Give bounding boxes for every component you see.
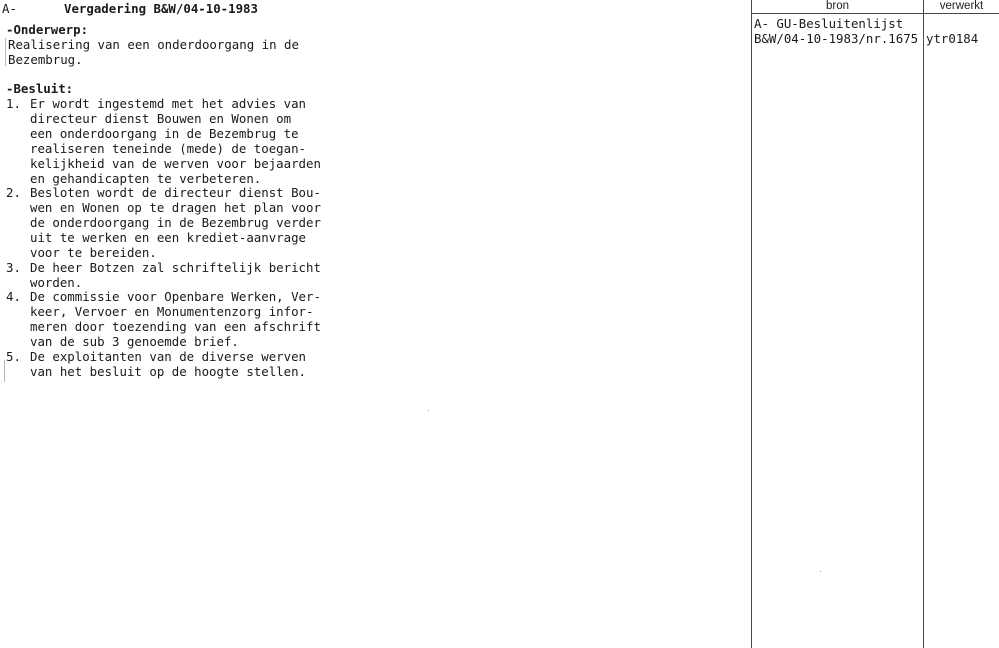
besluit-item-number: 1. <box>6 96 21 111</box>
besluit-item-line: en gehandicapten te verbeteren. <box>30 171 262 186</box>
besluit-item-line: Er wordt ingestemd met het advies van <box>30 96 307 111</box>
besluit-item-line: De heer Botzen zal schriftelijk bericht <box>30 260 321 275</box>
verwerkt-value: ytr0184 <box>926 31 979 46</box>
onderwerp-line: Bezembrug. <box>8 52 83 67</box>
bron-column-header: bron <box>825 0 850 12</box>
besluit-item-line: voor te bereiden. <box>30 245 157 260</box>
besluit-item-number: 5. <box>6 349 21 364</box>
besluit-label: -Besluit: <box>6 81 74 96</box>
margin-mark <box>4 360 5 382</box>
besluit-item-line: meren door toezending van een afschrift <box>30 319 321 334</box>
verwerkt-column-header: verwerkt <box>939 0 984 12</box>
besluit-item-number: 4. <box>6 289 21 304</box>
besluit-item-line: een onderdoorgang in de Bezembrug te <box>30 126 299 141</box>
header-code: A- <box>2 1 17 16</box>
besluit-item-number: 3. <box>6 260 21 275</box>
header-title: Vergadering B&W/04-10-1983 <box>64 1 258 16</box>
besluit-item-line: De commissie voor Openbare Werken, Ver- <box>30 289 321 304</box>
verwerkt-column-left-border <box>923 0 924 648</box>
column-header-underline <box>751 13 999 14</box>
besluit-item-line: Besloten wordt de directeur dienst Bou- <box>30 185 321 200</box>
besluit-item-line: kelijkheid van de werven voor bejaarden <box>30 156 321 171</box>
onderwerp-label: -Onderwerp: <box>6 22 89 37</box>
besluit-item-line: keer, Vervoer en Monumentenzorg infor- <box>30 304 314 319</box>
besluit-item-line: van het besluit op de hoogte stellen. <box>30 364 307 379</box>
margin-mark <box>5 38 6 66</box>
bron-line: A- GU-Besluitenlijst <box>754 16 904 31</box>
besluit-item-line: worden. <box>30 275 83 290</box>
bron-column-left-border <box>751 0 752 648</box>
besluit-item-line: uit te werken en een krediet-aanvrage <box>30 230 307 245</box>
besluit-item-line: realiseren teneinde (mede) de toegan- <box>30 141 307 156</box>
besluit-item-line: wen en Wonen op te dragen het plan voor <box>30 200 321 215</box>
scan-speck <box>820 571 821 572</box>
besluit-item-number: 2. <box>6 185 21 200</box>
besluit-item-line: de onderdoorgang in de Bezembrug verder <box>30 215 321 230</box>
bron-line: B&W/04-10-1983/nr.1675 <box>754 31 919 46</box>
besluit-item-line: De exploitanten van de diverse werven <box>30 349 307 364</box>
besluit-item-line: van de sub 3 genoemde brief. <box>30 334 239 349</box>
scan-speck <box>428 410 429 411</box>
besluit-item-line: directeur dienst Bouwen en Wonen om <box>30 111 292 126</box>
onderwerp-line: Realisering van een onderdoorgang in de <box>8 37 299 52</box>
